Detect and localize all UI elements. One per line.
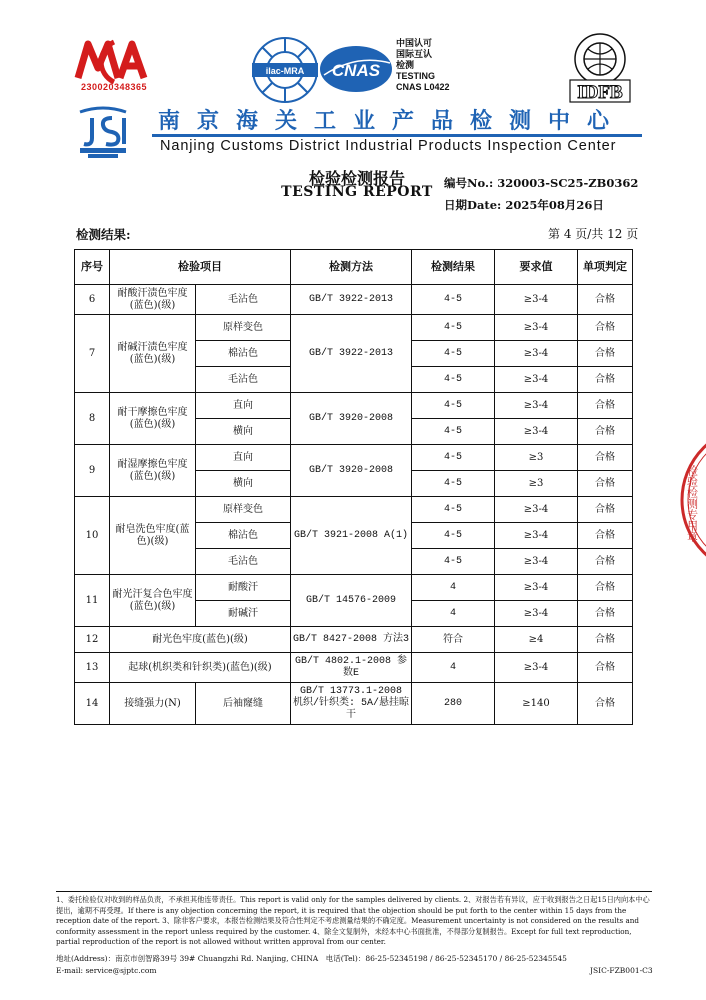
sub-item: 直向: [196, 445, 291, 471]
cnas-line: 检测: [396, 60, 415, 70]
requirement: ≥3-4: [495, 549, 578, 575]
table-row: [75, 627, 633, 653]
verdict: 合格: [578, 497, 633, 523]
inspection-seal: [676, 420, 706, 580]
test-method: GB/T 3920-2008: [291, 445, 412, 497]
row-number: 11: [75, 575, 110, 627]
test-result: 4-5: [412, 497, 495, 523]
test-method: GB/T 3921-2008 A(1): [291, 497, 412, 575]
test-result: 4-5: [412, 419, 495, 445]
report-date-label: 日期Date:: [444, 198, 502, 212]
header-cell: 检验项目: [110, 250, 291, 285]
verdict: 合格: [578, 471, 633, 497]
item-name: 耐皂洗色牢度(蓝色)(级): [110, 497, 196, 575]
row-number: 8: [75, 393, 110, 445]
sub-item: 棉沾色: [196, 341, 291, 367]
item-name: 接缝强力(N): [110, 683, 196, 725]
report-date-value: 2025年08月26日: [505, 198, 604, 212]
table-row: [75, 315, 633, 341]
test-method: GB/T 3922-2013: [291, 315, 412, 393]
row-number: 7: [75, 315, 110, 393]
verdict: 合格: [578, 627, 633, 653]
test-result: 4-5: [412, 523, 495, 549]
org-name-cn: 南京海关工业产品检测中心: [158, 109, 627, 134]
report-title-en: TESTING REPORT: [281, 184, 433, 200]
page-indicator: 第 4 页/共 12 页: [548, 227, 639, 241]
test-result: 4-5: [412, 549, 495, 575]
verdict: 合格: [578, 653, 633, 683]
sub-item: 原样变色: [196, 497, 291, 523]
cnas-line: CNAS L0422: [396, 82, 450, 92]
requirement: ≥3-4: [495, 419, 578, 445]
requirement: ≥4: [495, 627, 578, 653]
verdict: 合格: [578, 315, 633, 341]
header-cell: 序号: [75, 250, 110, 285]
footer-notes: 1、委托检验仅对收到的样品负责，不承担其他连带责任。This report is valid only for the samples delivered by clients. 2、对报告若有异议，应于收到报告之日起15日内向本中心提出，逾期不再受理。If there is any objection concerning the report, it is required that the objection should be put forth to the center within 15 days from the reception date of the report. 3、除非客户要求，本报告检测结果及符合性判定不考虑测量结果的不确定度。Measurement uncertainty is not considered on the results and conformity assessment in the report unless required by the customer. 4、除全文复制外，未经本中心书面批准，不得部分复制报告。Except for full text reproduction, partial reproduction of the report is not allowed without written approval from our center.: [56, 895, 650, 947]
requirement: ≥3-4: [495, 523, 578, 549]
test-result: 4-5: [412, 367, 495, 393]
cnas-logo: [318, 44, 394, 94]
table-row: [75, 575, 633, 601]
ilac-mra-text: ilac-MRA: [265, 66, 305, 76]
requirement: ≥3-4: [495, 341, 578, 367]
verdict: 合格: [578, 683, 633, 725]
idfb-logo: [560, 32, 640, 104]
table-row: [75, 497, 633, 523]
requirement: ≥3-4: [495, 367, 578, 393]
table-row: [75, 653, 633, 683]
sub-item: 毛沾色: [196, 549, 291, 575]
cnas-logo-text: CNAS: [331, 61, 381, 80]
seal-text: 检验检测专用章: [685, 465, 699, 542]
sub-item: 棉沾色: [196, 523, 291, 549]
sub-item: 横向: [196, 471, 291, 497]
test-method: GB/T 13773.1-2008 机织/针织类: 5A/悬挂晾干: [291, 683, 412, 725]
sub-item: 直向: [196, 393, 291, 419]
requirement: ≥3: [495, 471, 578, 497]
verdict: 合格: [578, 419, 633, 445]
requirement: ≥3-4: [495, 497, 578, 523]
sub-item: 毛沾色: [196, 285, 291, 315]
header-cell: 单项判定: [578, 250, 633, 285]
sub-item: 耐酸汗: [196, 575, 291, 601]
requirement: ≥3: [495, 445, 578, 471]
row-number: 6: [75, 285, 110, 315]
requirement: ≥3-4: [495, 575, 578, 601]
table-header-row: [75, 250, 633, 285]
item-name: 耐干摩擦色牢度(蓝色)(级): [110, 393, 196, 445]
verdict: 合格: [578, 285, 633, 315]
verdict: 合格: [578, 393, 633, 419]
test-result: 4-5: [412, 393, 495, 419]
requirement: ≥3-4: [495, 653, 578, 683]
test-method: GB/T 4802.1-2008 参数E: [291, 653, 412, 683]
header-cell: 检测结果: [412, 250, 495, 285]
test-result: 4-5: [412, 471, 495, 497]
requirement: ≥3-4: [495, 285, 578, 315]
item-name: 耐酸汗渍色牢度(蓝色)(级): [110, 285, 196, 315]
test-result: 符合: [412, 627, 495, 653]
table-row: [75, 683, 633, 725]
cnas-line: 国际互认: [396, 49, 433, 59]
report-number: [444, 175, 638, 191]
header-cell: 要求值: [495, 250, 578, 285]
item-name: 耐光汗复合色牢度(蓝色)(级): [110, 575, 196, 627]
results-label: 检测结果:: [76, 227, 131, 242]
cnas-line: TESTING: [396, 71, 436, 81]
cnas-info: [396, 38, 450, 93]
sub-item: 耐碱汗: [196, 601, 291, 627]
footer-address: 地址(Address)：南京市创智路39号 39# Chuangzhi Rd. Nanjing, CHINA 电话(Tel)：86-25-52345198 / 86-25-52345170 / 86-25-52345545: [56, 954, 567, 963]
header-cell: 检测方法: [291, 250, 412, 285]
requirement: ≥3-4: [495, 601, 578, 627]
sub-item: 原样变色: [196, 315, 291, 341]
ilac-mra-logo: [250, 35, 320, 105]
org-name-en: Nanjing Customs District Industrial Products Inspection Center: [160, 138, 617, 154]
row-number: 13: [75, 653, 110, 683]
sub-item: 横向: [196, 419, 291, 445]
jsl-logo: [74, 104, 132, 160]
row-number: 10: [75, 497, 110, 575]
test-result: 4: [412, 653, 495, 683]
item-name: 耐湿摩擦色牢度(蓝色)(级): [110, 445, 196, 497]
verdict: 合格: [578, 523, 633, 549]
item-name: 耐光色牢度(蓝色)(级): [110, 627, 291, 653]
test-result: 4: [412, 575, 495, 601]
test-result: 280: [412, 683, 495, 725]
row-number: 14: [75, 683, 110, 725]
cnas-line: 中国认可: [396, 38, 433, 48]
test-result: 4-5: [412, 285, 495, 315]
report-number-label: 编号No.:: [444, 176, 494, 190]
verdict: 合格: [578, 341, 633, 367]
table-row: [75, 393, 633, 419]
sub-item: 毛沾色: [196, 367, 291, 393]
header-divider: [152, 134, 642, 137]
table-row: [75, 285, 633, 315]
report-date: [444, 197, 604, 213]
verdict: 合格: [578, 575, 633, 601]
verdict: 合格: [578, 367, 633, 393]
footer-divider: [56, 891, 652, 892]
footer-form-code: JSIC-FZB001-C3: [590, 966, 653, 975]
report-number-value: 320003-SC25-ZB0362: [497, 176, 639, 190]
cma-number: 230020348365: [80, 82, 148, 92]
results-table: [74, 249, 633, 725]
row-number: 9: [75, 445, 110, 497]
idfb-text: IDFB: [577, 82, 623, 103]
test-result: 4-5: [412, 341, 495, 367]
item-name: 耐碱汗渍色牢度(蓝色)(级): [110, 315, 196, 393]
sub-item: 后袖窿缝: [196, 683, 291, 725]
requirement: ≥3-4: [495, 393, 578, 419]
test-method: GB/T 14576-2009: [291, 575, 412, 627]
test-method: GB/T 3922-2013: [291, 285, 412, 315]
test-result: 4-5: [412, 445, 495, 471]
footer-email: E-mail: service@sjptc.com: [56, 966, 157, 975]
requirement: ≥140: [495, 683, 578, 725]
test-result: 4-5: [412, 315, 495, 341]
test-method: GB/T 3920-2008: [291, 393, 412, 445]
table-row: [75, 445, 633, 471]
row-number: 12: [75, 627, 110, 653]
report-title-cn: 检验检测报告: [308, 169, 405, 188]
item-name: 起球(机织类和针织类)(蓝色)(级): [110, 653, 291, 683]
verdict: 合格: [578, 601, 633, 627]
requirement: ≥3-4: [495, 315, 578, 341]
test-result: 4: [412, 601, 495, 627]
verdict: 合格: [578, 445, 633, 471]
test-method: GB/T 8427-2008 方法3: [291, 627, 412, 653]
verdict: 合格: [578, 549, 633, 575]
